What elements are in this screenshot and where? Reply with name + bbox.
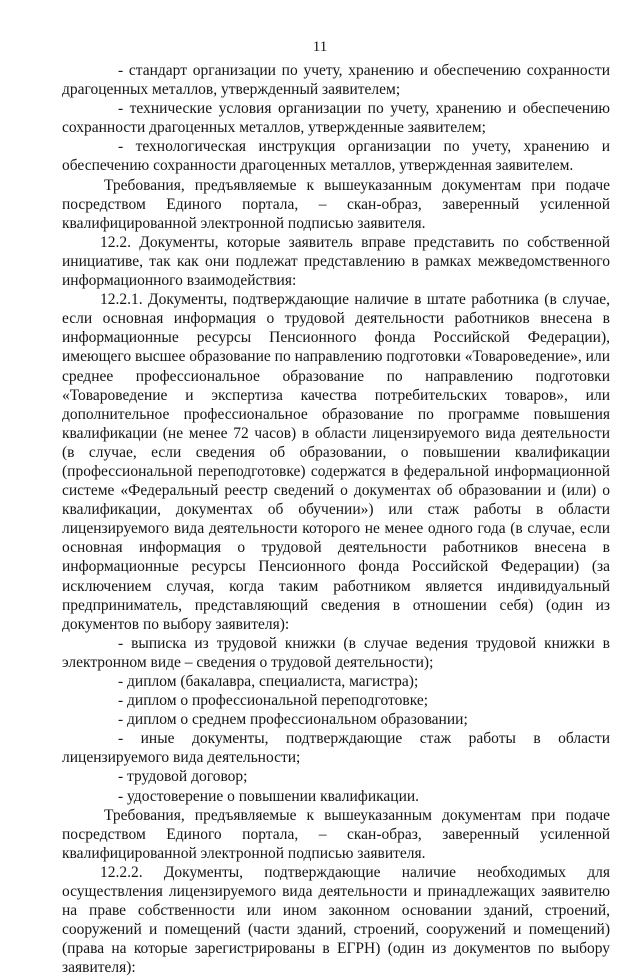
list-item-labor-book-extract: - выписка из трудовой книжки (в случае ведения трудовой книжки в электронном виде – сведения о трудовой деятельности); xyxy=(62,634,610,671)
page-number: 11 xyxy=(312,39,328,55)
requirements-paragraph-2: Требования, предъявляемые к вышеуказанным документам при подаче посредством Единого портала, – скан-образ, заверенный усиленной квалифицированной электронной подписью заявителя. xyxy=(62,806,610,862)
list-item-standard: - стандарт организации по учету, хранению и обеспечению сохранности драгоценных металлов, утвержденный заявителем; xyxy=(62,62,610,99)
section-12-2-1-paragraph: 12.2.1. Документы, подтверждающие наличие в штате работника (в случае, если основная информация о трудовой деятельности работников внесена в информационные ресурсы Пенсионного фонда Российской Федерации), имеющего высшее образование по направлению подготовки «Товароведение», или среднее профессиональное образование по направлению подготовки «Товароведение и экспертиза качества потребительских товаров», или дополнительное профессиональное образование по программе повышения квалификации (не менее 72 часов) в области лицензируемого вида деятельности (в случае, если сведения об образовании, о повышении квалификации (профессиональной переподготовке) содержатся в федеральной информационной системе «Федеральный реестр сведений о документах об образовании и (или) о квалификации, документах об обучении») или стаж работы в области лицензируемого вида деятельности которого не менее одного года (в случае, если основная информация о трудовой деятельности работников внесена в информационные ресурсы Пенсионного фонда Российской Федерации) (за исключением случая, когда таким работником является индивидуальный предприниматель, представляющий сведения в отношении себя) (один из документов по выбору заявителя): xyxy=(62,291,610,633)
list-item-qualification-certificate: - удостоверение о повышении квалификации. xyxy=(118,787,420,805)
list-item-technological-instruction: - технологическая инструкция организации по учету, хранению и обеспечению сохранности драгоценных металлов, утвержденная заявителем. xyxy=(62,138,610,175)
requirements-paragraph: Требования, предъявляемые к вышеуказанным документам при подаче посредством Единого портала, – скан-образ, заверенный усиленной квалифицированной электронной подписью заявителя. xyxy=(62,176,610,232)
list-item-technical-conditions: - технические условия организации по учету, хранению и обеспечению сохранности драгоценных металлов, утвержденные заявителем; xyxy=(62,100,610,137)
document-body xyxy=(62,61,610,978)
section-12-2-paragraph: 12.2. Документы, которые заявитель вправе представить по собственной инициативе, так как они подлежат представлению в рамках межведомственного информационного взаимодействия: xyxy=(62,233,610,290)
list-item-labor-contract: - трудовой договор; xyxy=(118,768,248,786)
list-item-other-documents: - иные документы, подтверждающие стаж работы в области лицензируемого вида деятельности; xyxy=(62,730,610,767)
list-item-diploma: - диплом (бакалавра, специалиста, магистра); xyxy=(118,673,419,690)
section-12-2-2-paragraph: 12.2.2. Документы, подтверждающие наличие необходимых для осуществления лицензируемого вида деятельности и принадлежащих заявителю на праве собственности или ином законном основании зданий, строений, сооружений и помещений (части зданий, строений, сооружений и помещений) (права на которые зарегистрированы в ЕГРН) (один из документов по выбору заявителя): xyxy=(62,863,610,977)
list-item-secondary-diploma: - диплом о среднем профессиональном образовании; xyxy=(118,711,468,729)
list-item-retraining-diploma: - диплом о профессиональной переподготовке; xyxy=(118,692,429,710)
